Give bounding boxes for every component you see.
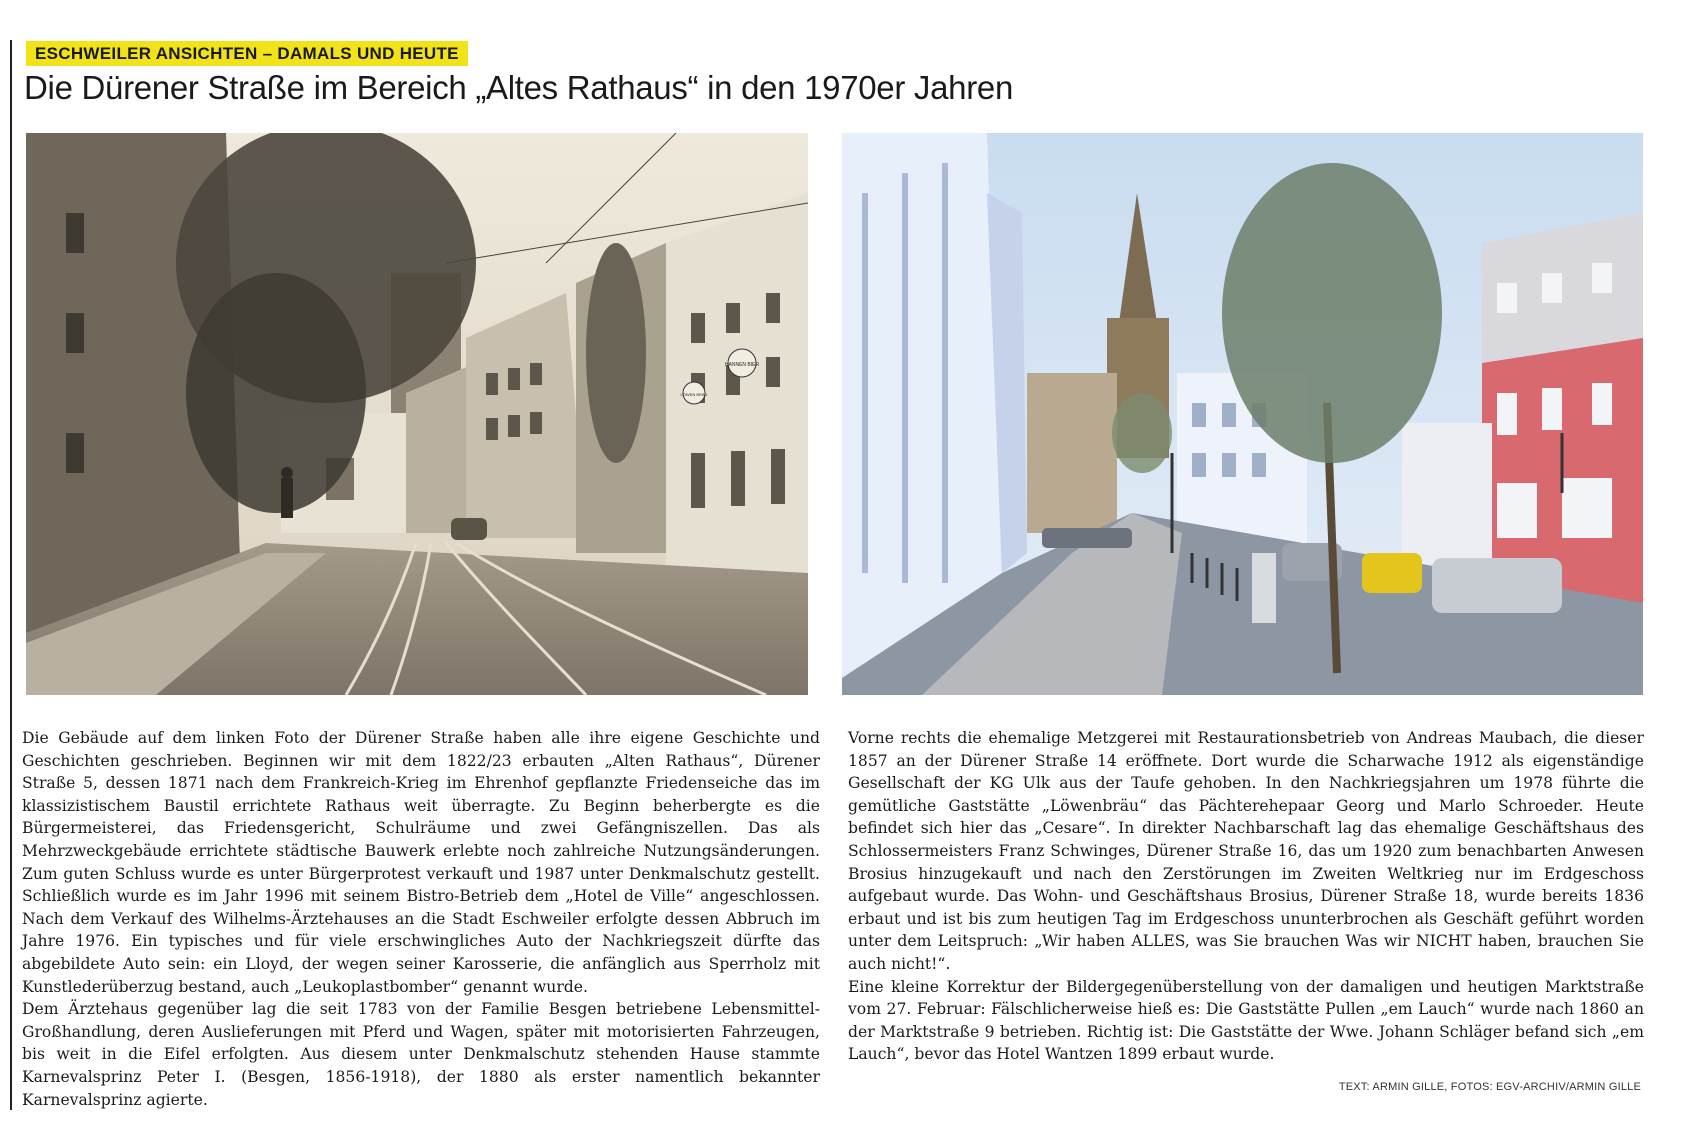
article-paragraph: Die Gebäude auf dem linken Foto der Dürener Straße haben alle ihre eigene Geschichte und Geschichten geschrieben. Beginnen wir mit dem 1822/23 erbauten „Alten Rathaus“, Dürener Straße 5, dessen 1871 nach dem Frankreich-Krieg im Ehrenhof gepflanzte Friedenseiche das im klassizistischem Baustil errichtete Rathaus weit überragte. Zu Beginn beherbergte es die Bürgermeisterei, das Friedensgericht, Schulräume und zwei Gefängniszellen. Das als Mehrzweckgebäude errichtete städtische Bauwerk erlebte noch zahlreiche Nutzungsänderungen. Zum guten Schluss wurde es unter Bürgerprotest verkauft und 1987 unter Denkmalschutz gestellt. Schließlich wurde es im Jahr 1996 mit seinem Bistro-Betrieb dem „Hotel de Ville“ angeschlossen. Nach dem Verkauf des Wilhelms-Ärztehauses an die Stadt Eschweiler erfolgte dessen Abbruch im Jahre 1976. Ein typisches und für viele erschwingliches Auto der Nachkriegszeit dürfte das abgebildete Auto sein: ein Lloyd, der wegen seiner Karosserie, die anfänglich aus Sperrholz mit Kunstlederüberzug bestand, auch „Leukoplastbomber“ genannt wurde.	[22, 729, 820, 996]
article-column-left	[22, 727, 820, 1111]
column-rule	[10, 40, 12, 1110]
article-paragraph: Dem Ärztehaus gegenüber lag die seit 1783 von der Familie Besgen betriebene Lebensmittel-Großhandlung, deren Auslieferungen mit Pferd und Wagen, später mit motorisierten Fahrzeugen, bis weit in die Eifel erfolgten. Aus diesem unter Denkmalschutz stehenden Hause stammte Karnevalsprinz Peter I. (Besgen, 1856-1918), der 1880 als erster namentlich bekannter Karnevalsprinz agierte.	[22, 1000, 820, 1109]
article-paragraph: Eine kleine Korrektur der Bildergegenüberstellung von der damaligen und heutigen Marktstraße vom 27. Februar: Fälschlicherweise hieß es: Die Gaststätte Pullen „em Lauch“ wurde nach 1860 an der Marktstraße 9 betrieben. Richtig ist: Die Gaststätte der Wwe. Johann Schläger befand sich „em Lauch“, bevor das Hotel Wantzen 1899 erbaut wurde.	[848, 977, 1644, 1064]
article-paragraph: Vorne rechts die ehemalige Metzgerei mit Restaurationsbetrieb von Andreas Maubach, die dieser 1857 an der Dürener Straße 14 eröffnete. Dort wurde die Scharwache 1912 als eigenständige Gesellschaft der KG Ulk aus der Taufe gehoben. In den Nachkriegsjahren um 1978 führte die gemütliche Gaststätte „Löwenbräu“ das Pächterehepaar Georg und Marlo Schroeder. Heute befindet sich hier das „Cesare“. In direkter Nachbarschaft lag das ehemalige Geschäftshaus des Schlossermeisters Franz Schwinges, Dürener Straße 16, das um 1920 zum benachbarten Anwesen Brosius hinzugekauft und nach den Zerstörungen im Zweiten Weltkrieg nur im Erdgeschoss aufgebaut wurde. Das Wohn- und Geschäftshaus Brosius, Dürener Straße 18, wurde bereits 1836 erbaut und ist bis zum heutigen Tag im Erdgeschoss ununterbrochen als Geschäft geführt worden unter dem Leitspruch: „Wir haben ALLES, was Sie brauchen Was wir NICHT haben, brauchen Sie auch nicht!“.	[848, 729, 1644, 973]
loewenbraeu-sign: LÖWEN BRÄU	[680, 392, 708, 397]
historic-street-photo	[26, 133, 808, 695]
hannen-bier-sign: HANNEN BIER	[724, 362, 760, 368]
article-column-right	[848, 727, 1644, 1066]
photo-text-credit: TEXT: ARMIN GILLE, FOTOS: EGV-ARCHIV/ARMIN GILLE	[1338, 1081, 1641, 1093]
modern-street-photo	[842, 133, 1643, 695]
section-kicker: ESCHWEILER ANSICHTEN – DAMALS UND HEUTE	[26, 41, 468, 66]
article-headline: Die Dürener Straße im Bereich „Altes Rathaus“ in den 1970er Jahren	[24, 69, 1014, 106]
